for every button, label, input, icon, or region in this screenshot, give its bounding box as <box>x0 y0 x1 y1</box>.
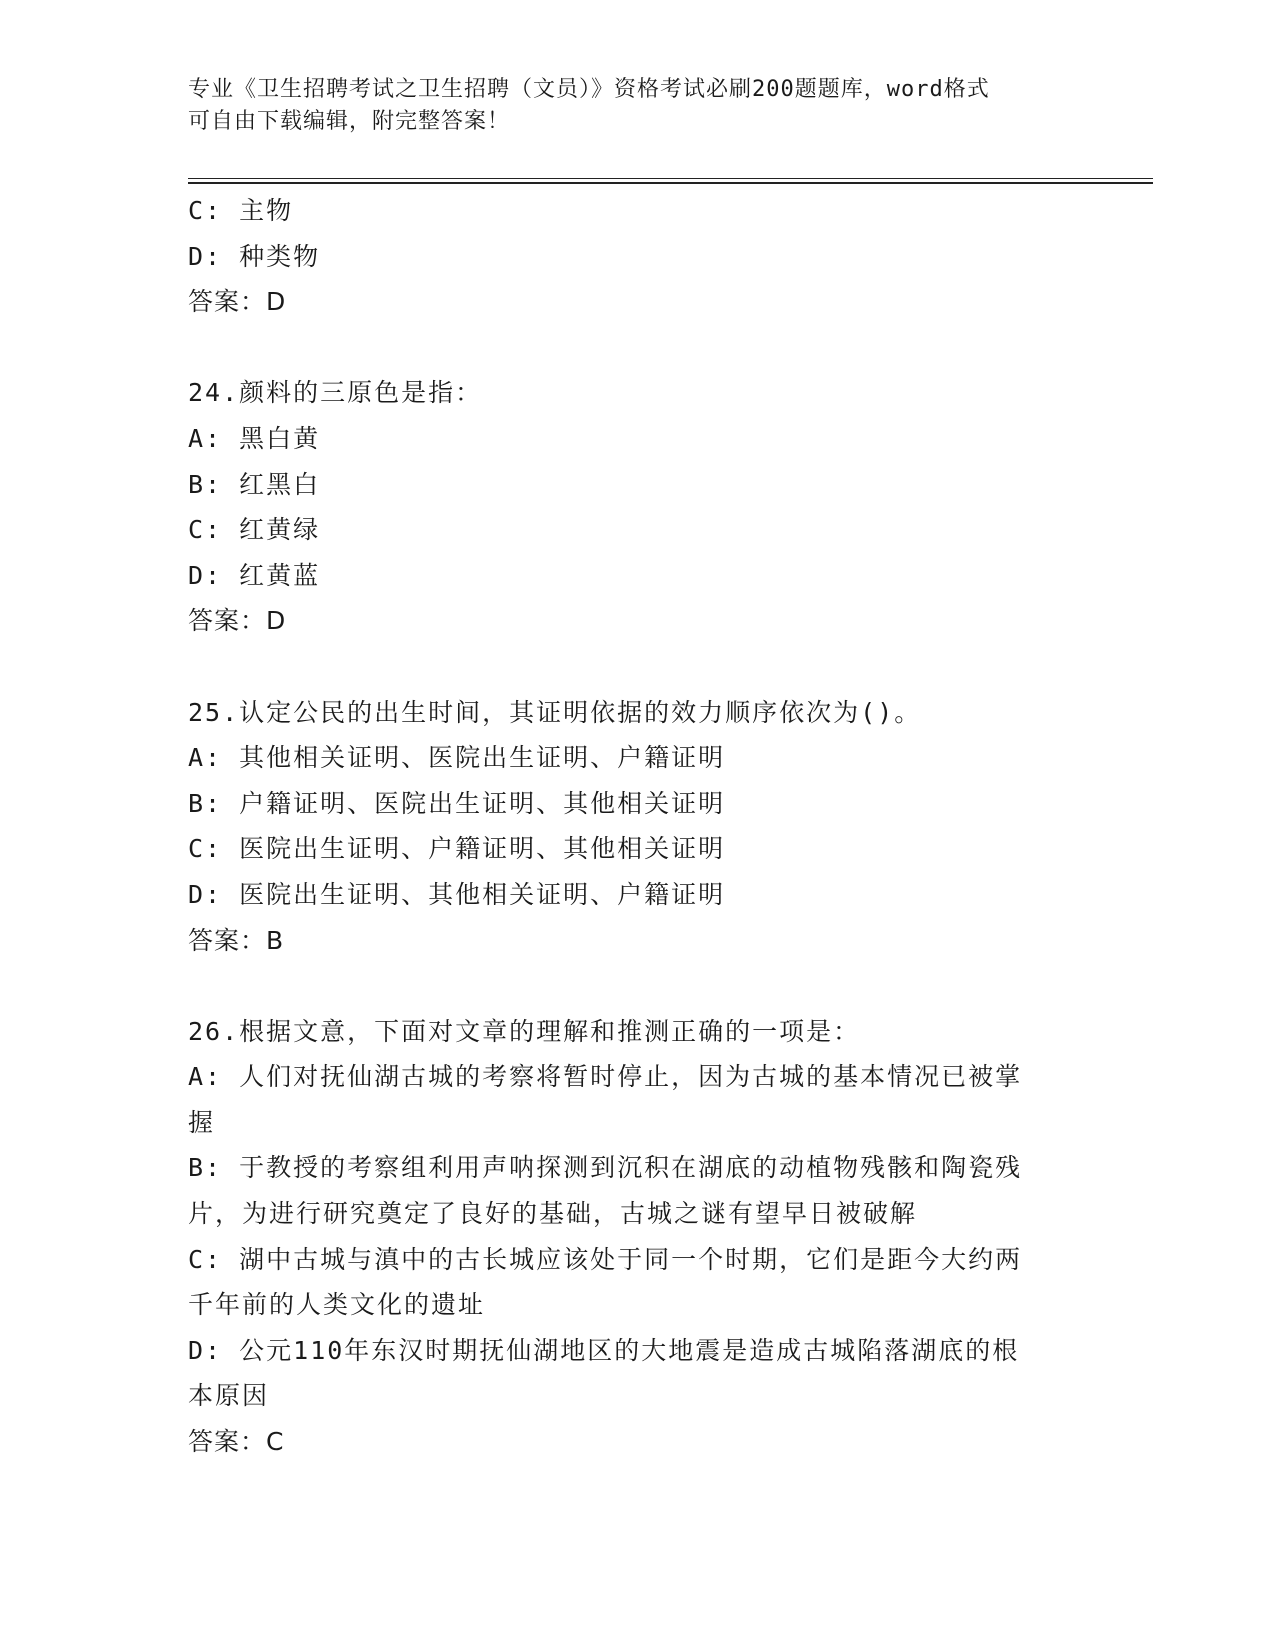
option-d-line-2: 本原因 <box>188 1381 270 1411</box>
option-c-line-1: C: 湖中古城与滇中的古长城应该处于同一个时期，它们是距今大约两 <box>188 1244 1023 1274</box>
question-25 <box>188 690 1068 964</box>
option-a-line-2: 握 <box>188 1107 216 1137</box>
option-c: C: 主物 <box>188 196 294 225</box>
answer: 答案：B <box>188 925 285 955</box>
option-c: C: 医院出生证明、户籍证明、其他相关证明 <box>188 834 726 864</box>
answer: 答案：D <box>188 287 287 317</box>
option-d: D: 医院出生证明、其他相关证明、户籍证明 <box>188 879 726 909</box>
question-stem: 24.颜料的三原色是指： <box>188 378 483 408</box>
option-a-line-1: A: 人们对抚仙湖古城的考察将暂时停止，因为古城的基本情况已被掌 <box>188 1062 1023 1092</box>
option-d: D: 红黄蓝 <box>188 560 321 590</box>
option-c-line-2: 千年前的人类文化的遗址 <box>188 1290 486 1320</box>
option-a: A: 黑白黄 <box>188 423 321 453</box>
question-26 <box>188 1009 1068 1465</box>
option-d-line-1: D: 公元110年东汉时期抚仙湖地区的大地震是造成古城陷落湖底的根 <box>188 1335 1020 1365</box>
option-a: A: 其他相关证明、医院出生证明、户籍证明 <box>188 743 726 773</box>
option-b: B: 红黑白 <box>188 469 321 499</box>
header-line-1: 专业《卫生招聘考试之卫生招聘（文员）》资格考试必刷200题题库，word格式 <box>188 77 990 102</box>
option-b-line-2: 片，为进行研究奠定了良好的基础，古城之谜有望早日被破解 <box>188 1199 918 1229</box>
question-24 <box>188 370 1068 644</box>
option-b: B: 户籍证明、医院出生证明、其他相关证明 <box>188 788 726 818</box>
option-d: D: 种类物 <box>188 241 321 271</box>
header-divider-thick <box>188 182 1153 184</box>
answer: 答案：D <box>188 606 287 636</box>
question-stem: 26.根据文意，下面对文章的理解和推测正确的一项是： <box>188 1016 861 1046</box>
option-c: C: 红黄绿 <box>188 515 321 545</box>
header-divider-thin <box>188 178 1153 179</box>
question-prev <box>188 188 1068 325</box>
question-list <box>188 188 1068 1465</box>
option-b-line-1: B: 于教授的考察组利用声呐探测到沉积在湖底的动植物残骸和陶瓷残 <box>188 1153 1023 1183</box>
answer: 答案：C <box>188 1427 285 1457</box>
header-line-2: 可自由下载编辑，附完整答案！ <box>188 109 511 134</box>
document-header <box>188 74 1068 138</box>
question-stem: 25.认定公民的出生时间，其证明依据的效力顺序依次为()。 <box>188 697 922 727</box>
